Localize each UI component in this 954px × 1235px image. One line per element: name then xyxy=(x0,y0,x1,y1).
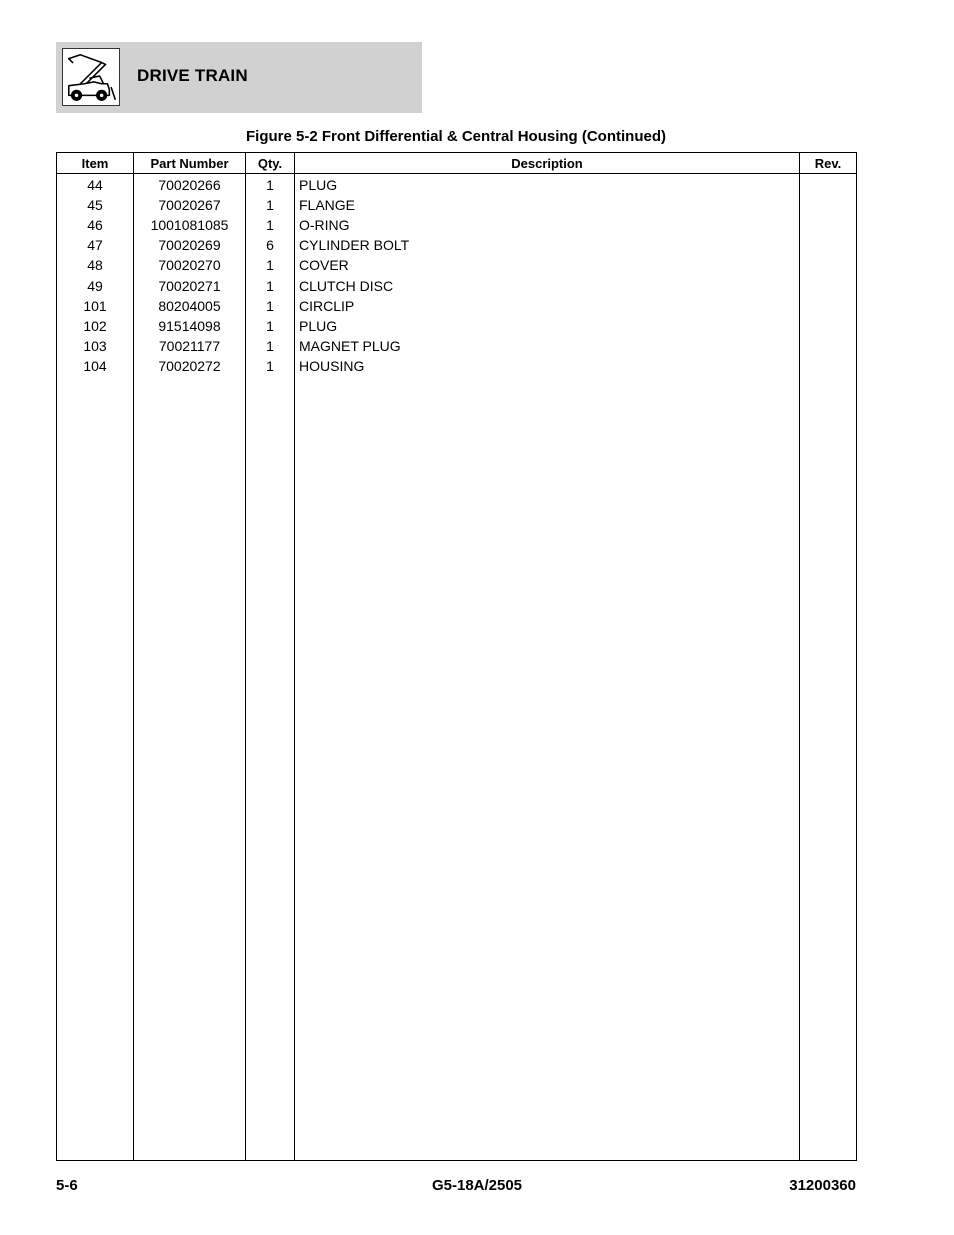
qty-cell: 1 xyxy=(246,356,295,376)
part-number-cell: 1001081085 xyxy=(134,215,246,235)
column-header-part-number: Part Number xyxy=(134,153,246,174)
table-row xyxy=(57,316,857,336)
part-number-cell: 70020267 xyxy=(134,195,246,215)
filler-cell xyxy=(246,376,295,1161)
description-cell: MAGNET PLUG xyxy=(295,336,800,356)
part-number-cell: 80204005 xyxy=(134,296,246,316)
table-filler-row xyxy=(57,376,857,1161)
qty-cell: 1 xyxy=(246,195,295,215)
description-cell: COVER xyxy=(295,255,800,275)
item-cell: 45 xyxy=(57,195,134,215)
qty-cell: 1 xyxy=(246,275,295,295)
item-cell: 101 xyxy=(57,296,134,316)
rev-cell xyxy=(800,275,857,295)
item-cell: 104 xyxy=(57,356,134,376)
filler-cell xyxy=(800,376,857,1161)
part-number-cell: 70021177 xyxy=(134,336,246,356)
description-cell: FLANGE xyxy=(295,195,800,215)
figure-title: Figure 5-2 Front Differential & Central Housing (Continued) xyxy=(246,128,666,145)
qty-cell: 1 xyxy=(246,296,295,316)
qty-cell: 1 xyxy=(246,174,295,196)
part-number-cell: 70020266 xyxy=(134,174,246,196)
filler-cell xyxy=(134,376,246,1161)
model-number: G5-18A/2505 xyxy=(431,1177,523,1194)
rev-cell xyxy=(800,316,857,336)
qty-cell: 1 xyxy=(246,215,295,235)
part-number-cell: 70020271 xyxy=(134,275,246,295)
column-header-description: Description xyxy=(295,153,800,174)
qty-cell: 1 xyxy=(246,255,295,275)
section-title: DRIVE TRAIN xyxy=(137,66,248,85)
rev-cell xyxy=(800,356,857,376)
column-header-item: Item xyxy=(57,153,134,174)
description-cell: CIRCLIP xyxy=(295,296,800,316)
item-cell: 44 xyxy=(57,174,134,196)
filler-cell xyxy=(295,376,800,1161)
rev-cell xyxy=(800,174,857,196)
column-header-qty: Qty. xyxy=(246,153,295,174)
page-number: 5-6 xyxy=(56,1177,78,1194)
item-cell: 47 xyxy=(57,235,134,255)
table-row xyxy=(57,356,857,376)
item-cell: 49 xyxy=(57,275,134,295)
part-number-cell: 70020269 xyxy=(134,235,246,255)
description-cell: PLUG xyxy=(295,174,800,196)
item-cell: 103 xyxy=(57,336,134,356)
filler-cell xyxy=(57,376,134,1161)
telehandler-icon xyxy=(62,48,120,106)
table-row xyxy=(57,275,857,295)
item-cell: 48 xyxy=(57,255,134,275)
table-header-row xyxy=(57,153,857,174)
rev-cell xyxy=(800,296,857,316)
rev-cell xyxy=(800,215,857,235)
table-row xyxy=(57,195,857,215)
manual-number: 31200360 xyxy=(789,1177,856,1194)
rev-cell xyxy=(800,195,857,215)
table-row xyxy=(57,235,857,255)
qty-cell: 1 xyxy=(246,316,295,336)
rev-cell xyxy=(800,235,857,255)
description-cell: CYLINDER BOLT xyxy=(295,235,800,255)
part-number-cell: 91514098 xyxy=(134,316,246,336)
rev-cell xyxy=(800,336,857,356)
qty-cell: 6 xyxy=(246,235,295,255)
section-header-band xyxy=(56,42,422,113)
column-header-rev: Rev. xyxy=(800,153,857,174)
table-row xyxy=(57,296,857,316)
description-cell: PLUG xyxy=(295,316,800,336)
description-cell: HOUSING xyxy=(295,356,800,376)
table-row xyxy=(57,215,857,235)
description-cell: O-RING xyxy=(295,215,800,235)
description-cell: CLUTCH DISC xyxy=(295,275,800,295)
qty-cell: 1 xyxy=(246,336,295,356)
table-row xyxy=(57,174,857,196)
part-number-cell: 70020270 xyxy=(134,255,246,275)
table-row xyxy=(57,255,857,275)
rev-cell xyxy=(800,255,857,275)
parts-table xyxy=(56,152,857,1161)
item-cell: 46 xyxy=(57,215,134,235)
part-number-cell: 70020272 xyxy=(134,356,246,376)
item-cell: 102 xyxy=(57,316,134,336)
table-row xyxy=(57,336,857,356)
